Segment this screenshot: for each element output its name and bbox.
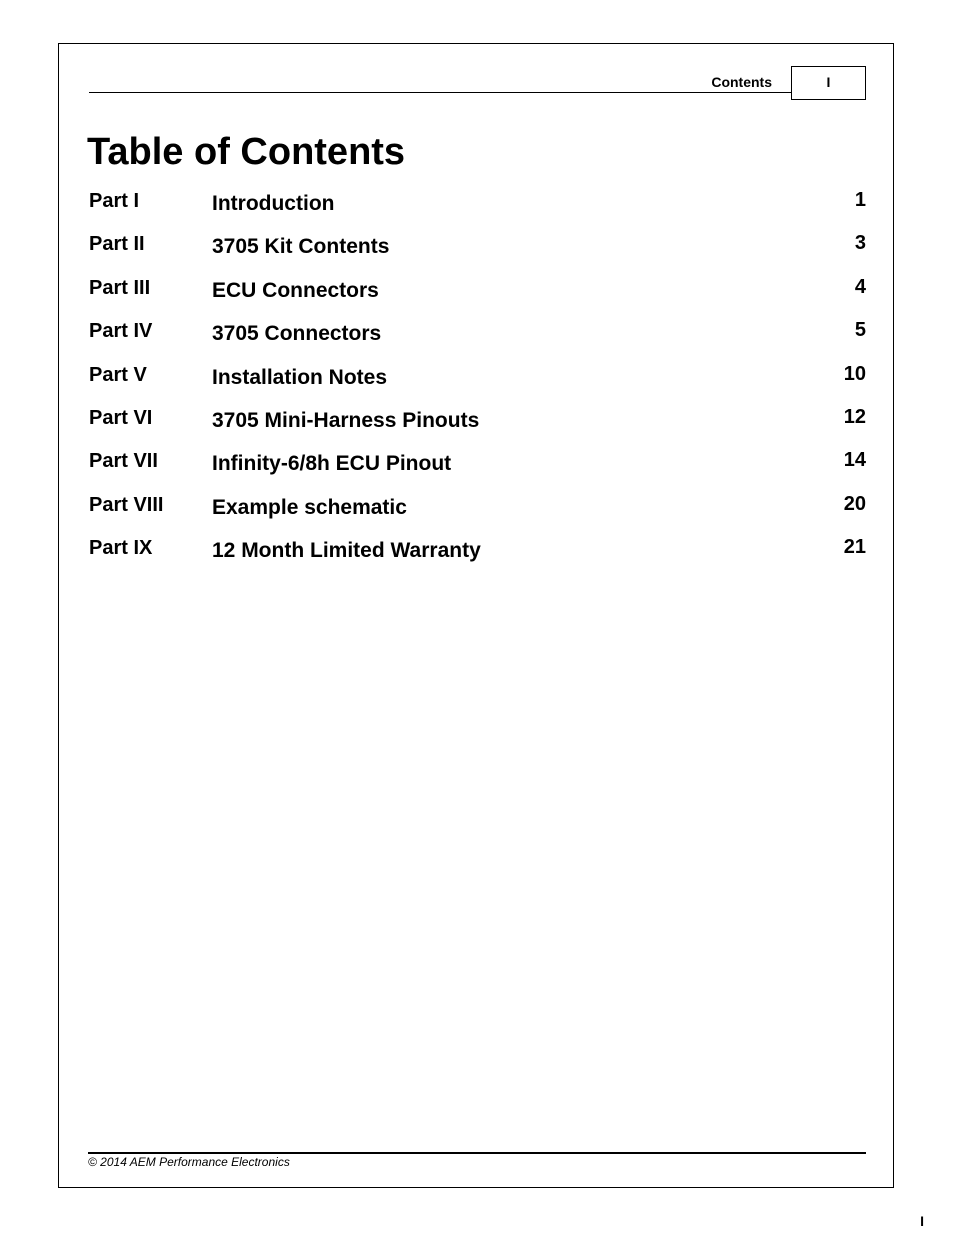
toc-entry-title[interactable]: Introduction: [212, 192, 335, 215]
footer-divider: [88, 1152, 866, 1154]
toc-entry-page: 14: [843, 449, 866, 472]
toc-entry-part: Part VI: [89, 406, 153, 429]
toc-entry-page: 4: [854, 275, 866, 298]
toc-entry[interactable]: [89, 362, 866, 405]
toc-entry-title[interactable]: 3705 Mini-Harness Pinouts: [212, 408, 480, 432]
toc-list: [89, 188, 866, 579]
toc-entry-part: Part I: [89, 190, 140, 212]
toc-title: Table of Contents: [87, 131, 406, 173]
footer-copyright: © 2014 AEM Performance Electronics: [88, 1155, 290, 1169]
toc-entry-title[interactable]: Installation Notes: [212, 365, 388, 389]
toc-entry[interactable]: [89, 318, 866, 361]
toc-entry[interactable]: [89, 492, 866, 535]
toc-entry-part: Part II: [89, 233, 145, 256]
toc-entry-page: 20: [843, 492, 866, 515]
toc-entry[interactable]: [89, 448, 866, 491]
header-section-label: Contents: [711, 74, 772, 90]
toc-entry-page: 1: [854, 189, 866, 211]
toc-entry-part: Part VII: [89, 450, 158, 473]
toc-entry-page: 12: [843, 405, 866, 428]
toc-entry-page: 10: [843, 362, 866, 385]
toc-entry-title[interactable]: 3705 Connectors: [212, 322, 382, 346]
toc-entry-part: Part VIII: [89, 493, 164, 516]
toc-entry-page: 21: [843, 536, 866, 559]
toc-entry-page: 3: [854, 232, 866, 255]
toc-entry-part: Part V: [89, 363, 147, 386]
toc-entry-title[interactable]: Infinity-6/8h ECU Pinout: [212, 452, 452, 476]
toc-entry[interactable]: [89, 231, 866, 274]
toc-entry-part: Part IV: [89, 320, 153, 343]
toc-entry[interactable]: [89, 535, 866, 578]
header-page-number: I: [791, 66, 866, 100]
toc-entry[interactable]: [89, 188, 866, 231]
toc-entry-part: Part III: [89, 276, 151, 299]
toc-entry[interactable]: [89, 275, 866, 318]
corner-page-number: I: [920, 1213, 924, 1229]
toc-entry-title[interactable]: 3705 Kit Contents: [212, 235, 390, 259]
toc-entry-title[interactable]: Example schematic: [212, 495, 407, 519]
toc-entry-title[interactable]: 12 Month Limited Warranty: [212, 539, 481, 563]
toc-entry[interactable]: [89, 405, 866, 448]
toc-entry-title[interactable]: ECU Connectors: [212, 278, 379, 302]
toc-entry-part: Part IX: [89, 537, 153, 560]
header-divider: [89, 92, 791, 93]
toc-entry-page: 5: [854, 319, 866, 342]
